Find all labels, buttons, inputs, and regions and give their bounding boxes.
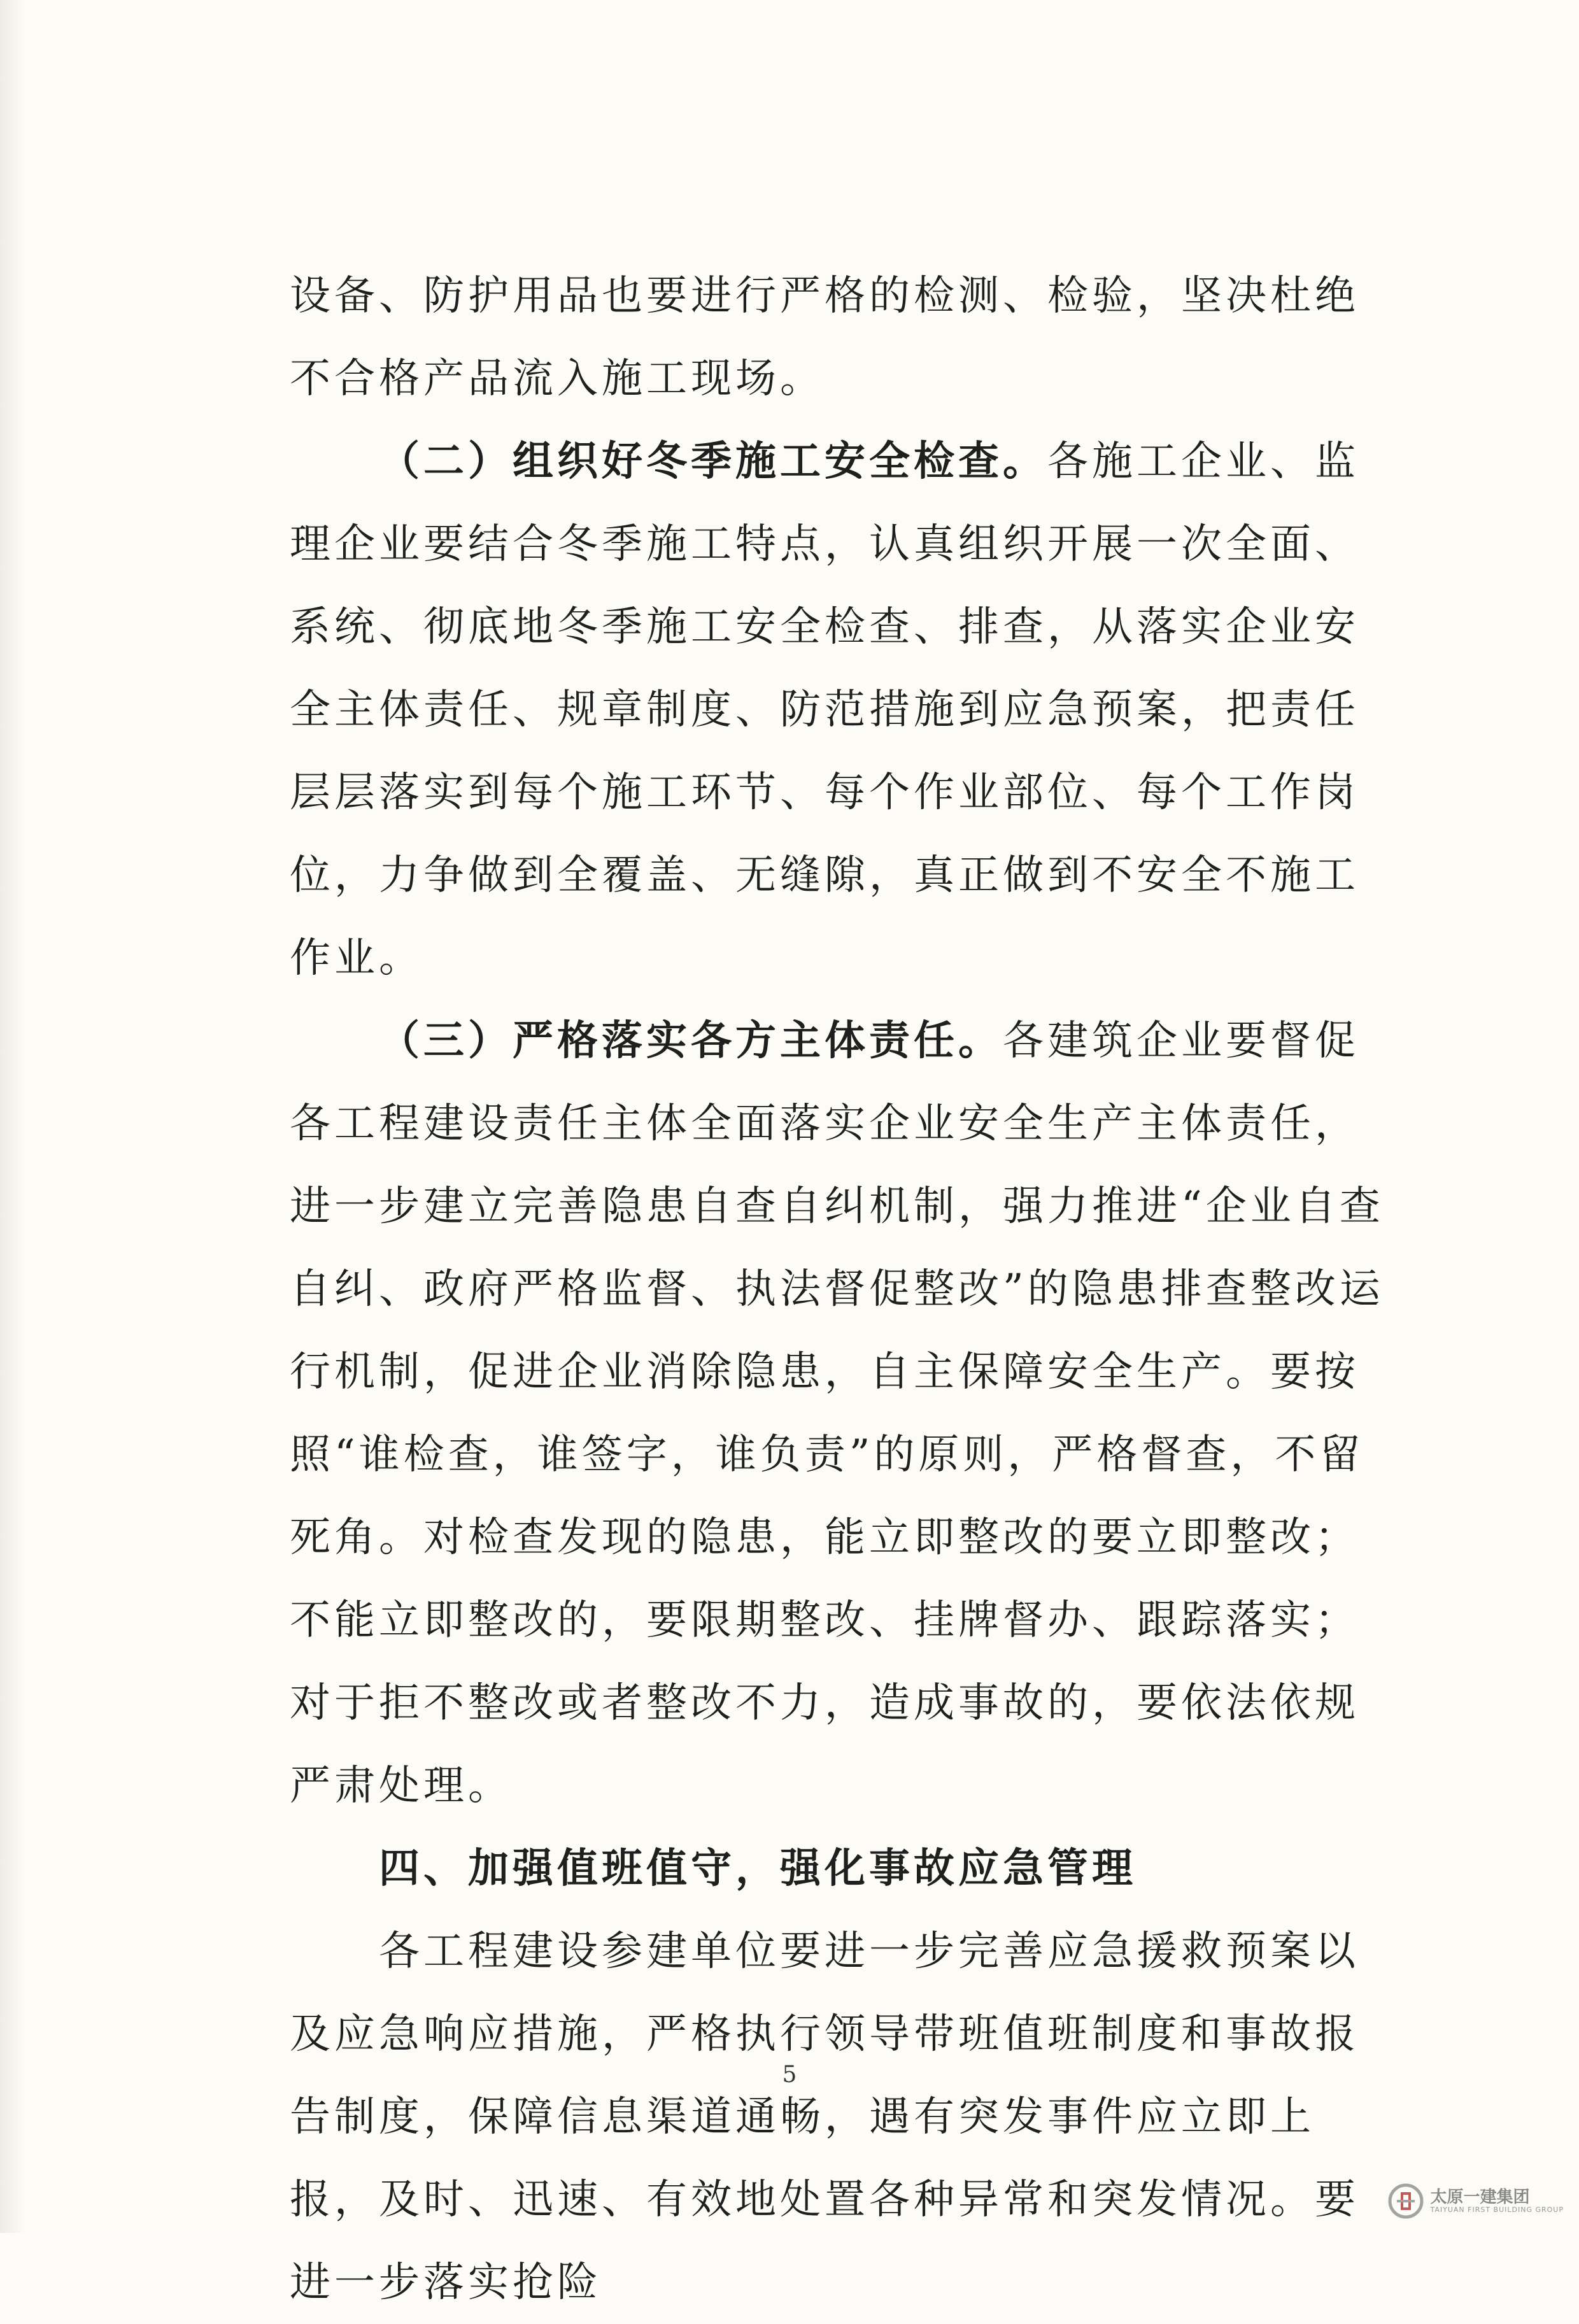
paragraph-text: 设备、防护用品也要进行严格的检测、检验，坚决杜绝不合格产品流入施工现场。 <box>290 273 1359 402</box>
paragraph-section-3 <box>290 1000 1385 1827</box>
company-watermark <box>1388 2183 1564 2219</box>
paragraph-text: 各建筑企业要督促各工程建设责任主体全面落实企业安全生产主体责任，进一步建立完善隐患自查自纠机制，强力推进“企业自查自纠、政府严格监督、执法督促整改”的隐患排查整改运行机制，促进企业消除隐患，自主保障安全生产。要按照“谁检查，谁签字，谁负责”的原则，严格督查，不留死角。对检查发现的隐患，能立即整改的要立即整改；不能立即整改的，要限期整改、挂牌督办、跟踪落实；对于拒不整改或者整改不力，造成事故的，要依法依规严肃处理。 <box>290 1017 1384 1810</box>
paragraph-text: 各施工企业、监理企业要结合冬季施工特点，认真组织开展一次全面、系统、彻底地冬季施工安全检查、排查，从落实企业安全主体责任、规章制度、防范措施到应急预案，把责任层层落实到每个施工环节、每个作业部位、每个工作岗位，力争做到全覆盖、无缝隙，真正做到不安全不施工作业。 <box>290 438 1359 982</box>
paragraph-final <box>290 1910 1385 2324</box>
scan-shadow-edge <box>0 0 25 2233</box>
paragraph-lead: （二）组织好冬季施工安全检查。 <box>379 437 1047 485</box>
paragraph-text: 各工程建设参建单位要进一步完善应急援救预案以及应急响应措施，严格执行领导带班值班制度和事故报告制度，保障信息渠道通畅，遇有突发事件应立即上报，及时、迅速、有效地处置各种异常和突发情况。要进一步落实抢险 <box>290 1928 1359 2306</box>
company-name-cn: 太原一建集团 <box>1430 2187 1530 2207</box>
paragraph-continuation <box>290 255 1385 420</box>
paragraph-section-2 <box>290 420 1385 1000</box>
section-heading: 四、加强值班值守，强化事故应急管理 <box>379 1845 1136 1892</box>
paragraph-lead: （三）严格落实各方主体责任。 <box>379 1017 1003 1065</box>
document-body <box>290 255 1385 2324</box>
page-number: 5 <box>782 2062 797 2088</box>
company-name <box>1430 2188 1564 2214</box>
company-name-en: TAIYUAN FIRST BUILDING GROUP <box>1430 2206 1564 2214</box>
company-logo-icon <box>1388 2183 1424 2219</box>
